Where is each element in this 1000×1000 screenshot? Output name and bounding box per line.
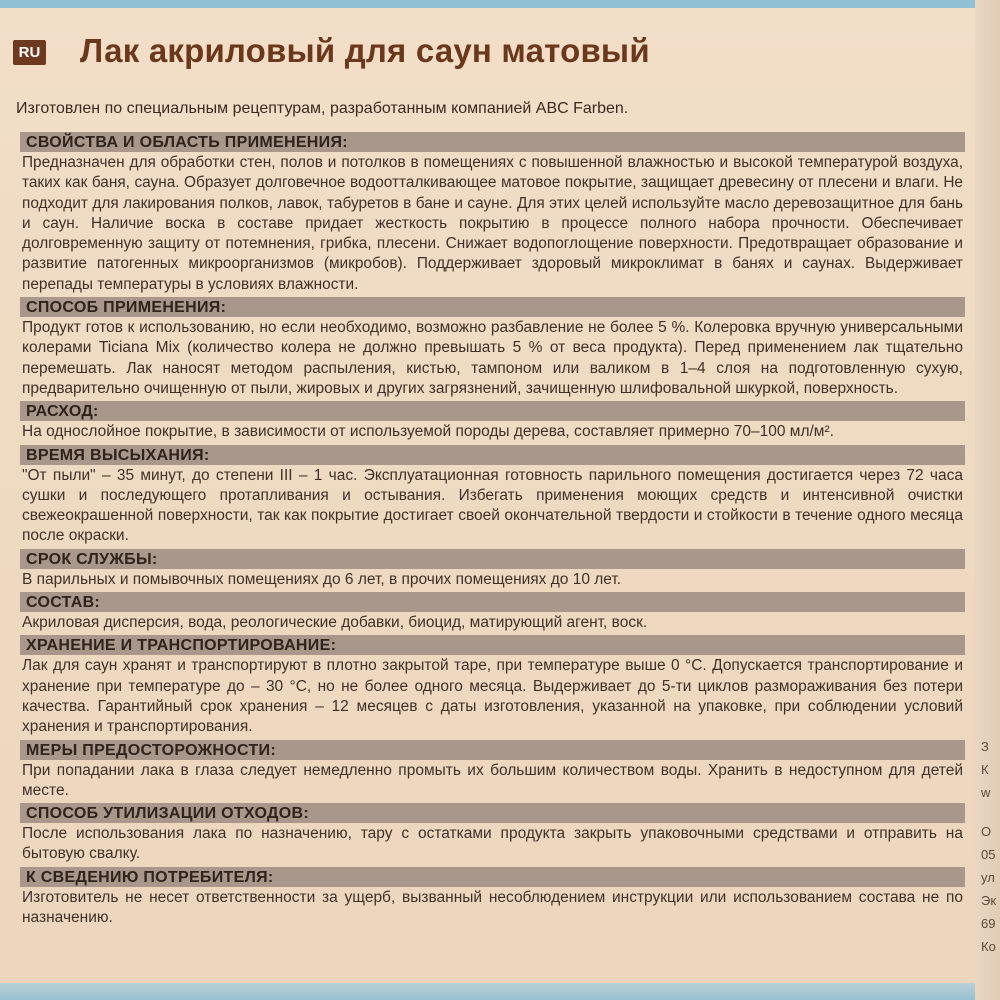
section-text: Продукт готов к использованию, но если необходимо, возможно разбавление не более 5 %. Колеровка вручную универсальными колерами Ticiana Mix (количество колера не должно превышать 5 % от веса продукта). Перед применением лак тщательно перемешать. Лак наносят методом распыления, кистью, тампоном или валиком в 1–4 слоя на подготовленную сухую, предварительно очищенную от пыли, жировых и других загрязнений, зачищенную шлифовальной шкуркой, поверхность. — [22, 319, 963, 397]
section-text: После использования лака по назначению, тару с остатками продукта закрыть упаковочными средствами и отправить на бытовую свалку. — [22, 825, 963, 863]
section-text: "От пыли" – 35 минут, до степени III – 1 час. Эксплуатационная готовность парильного помещения достигается через 72 часа сушки и последующего протапливания и остывания. Избегать применения моющих средств и интенсивной очистки свежеокрашенной поверхности, так как покрытие достигает своей окончательной твердости и стойкости в течение одного месяца после окраски. — [22, 466, 963, 545]
language-badge: RU — [13, 40, 46, 65]
section-heading: СРОК СЛУЖБЫ: — [20, 549, 965, 569]
section-heading: ХРАНЕНИЕ И ТРАНСПОРТИРОВАНИЕ: — [20, 635, 965, 655]
section-heading: СПОСОБ УТИЛИЗАЦИИ ОТХОДОВ: — [20, 803, 965, 823]
section-precautions — [20, 740, 965, 804]
section-heading: К СВЕДЕНИЮ ПОТРЕБИТЕЛЯ: — [20, 867, 965, 887]
section-application — [20, 297, 965, 401]
section-properties — [20, 132, 965, 297]
container-bottom-edge — [0, 983, 975, 1000]
section-storage — [20, 635, 965, 739]
side-text-fragment: Ко — [981, 939, 996, 954]
side-text-fragment: ул — [981, 870, 995, 885]
section-text: Предназначен для обработки стен, полов и потолков в помещениях с повышенной влажностью и высокой температурой воздуха, таких как баня, сауна. Образует долговечное водоотталкивающее матовое покрытие, защищает древесину от плесени и влаги. Не подходит для лакирования полков, лавок, табуретов в бане и сауне. Для этих целей используйте масло деревозащитное для бань и саун. Наличие воска в составе придает жесткость покрытию в процессе полного набора прочности. Обеспечивает долговременную защиту от потемнения, грибка, плесени. Снижает водопоглощение поверхности. Предотвращает образование и развитие патогенных микроорганизмов (микробов). Поддерживает здоровый микроклимат в банях и саунах. Выдерживает перепады температуры в условиях влажности. — [22, 154, 963, 293]
side-text-fragment: w — [981, 785, 991, 800]
side-text-fragment: З — [981, 739, 989, 754]
side-text-fragment: 69 — [981, 916, 996, 931]
section-text: Лак для саун хранят и транспортируют в плотно закрытой таре, при температуре выше 0 °С. Допускается транспортирование и хранение при температуре до – 30 °С, но не более одного месяца. Выдерживает до 5-ти циклов размораживания без потери качества. Гарантийный срок хранения – 12 месяцев с даты изготовления, указанной на упаковке, при соблюдении условий хранения и транспортирования. — [22, 657, 963, 736]
product-title: Лак акриловый для саун матовый — [80, 32, 650, 69]
section-drying-time — [20, 445, 965, 549]
side-text-fragment: Эк — [981, 893, 997, 908]
section-heading: РАСХОД: — [20, 401, 965, 421]
section-heading: СВОЙСТВА И ОБЛАСТЬ ПРИМЕНЕНИЯ: — [20, 132, 965, 152]
side-text-fragment: 05 — [981, 847, 996, 862]
section-text: На однослойное покрытие, в зависимости от используемой породы дерева, составляет примерно 70–100 мл/м². — [22, 423, 834, 441]
manufacturer-note: Изготовлен по специальным рецептурам, разработанным компанией ABC Farben. — [16, 100, 629, 117]
instruction-text — [20, 132, 965, 930]
section-text: Акриловая дисперсия, вода, реологические добавки, биоцид, матирующий агент, воск. — [22, 614, 648, 632]
section-heading: СПОСОБ ПРИМЕНЕНИЯ: — [20, 297, 965, 317]
section-heading: ВРЕМЯ ВЫСЫХАНИЯ: — [20, 445, 965, 465]
side-text-fragment: К — [981, 762, 989, 777]
section-text: В парильных и помывочных помещениях до 6 лет, в прочих помещениях до 10 лет. — [22, 570, 622, 588]
section-text: При попадании лака в глаза следует немедленно промыть их большим количеством воды. Хранить в недоступном для детей месте. — [22, 761, 963, 799]
product-label — [0, 8, 975, 1000]
adjacent-label-edge — [975, 0, 1000, 1000]
section-consumer-info — [20, 867, 965, 931]
side-text-fragment: О — [981, 824, 992, 839]
section-composition — [20, 592, 965, 635]
section-disposal — [20, 803, 965, 867]
section-consumption — [20, 401, 965, 444]
section-service-life — [20, 549, 965, 592]
section-text: Изготовитель не несет ответственности за ущерб, вызванный несоблюдением инструкции или использованием состава не по назначению. — [22, 888, 963, 927]
section-heading: СОСТАВ: — [20, 592, 965, 612]
section-heading: МЕРЫ ПРЕДОСТОРОЖНОСТИ: — [20, 740, 965, 760]
